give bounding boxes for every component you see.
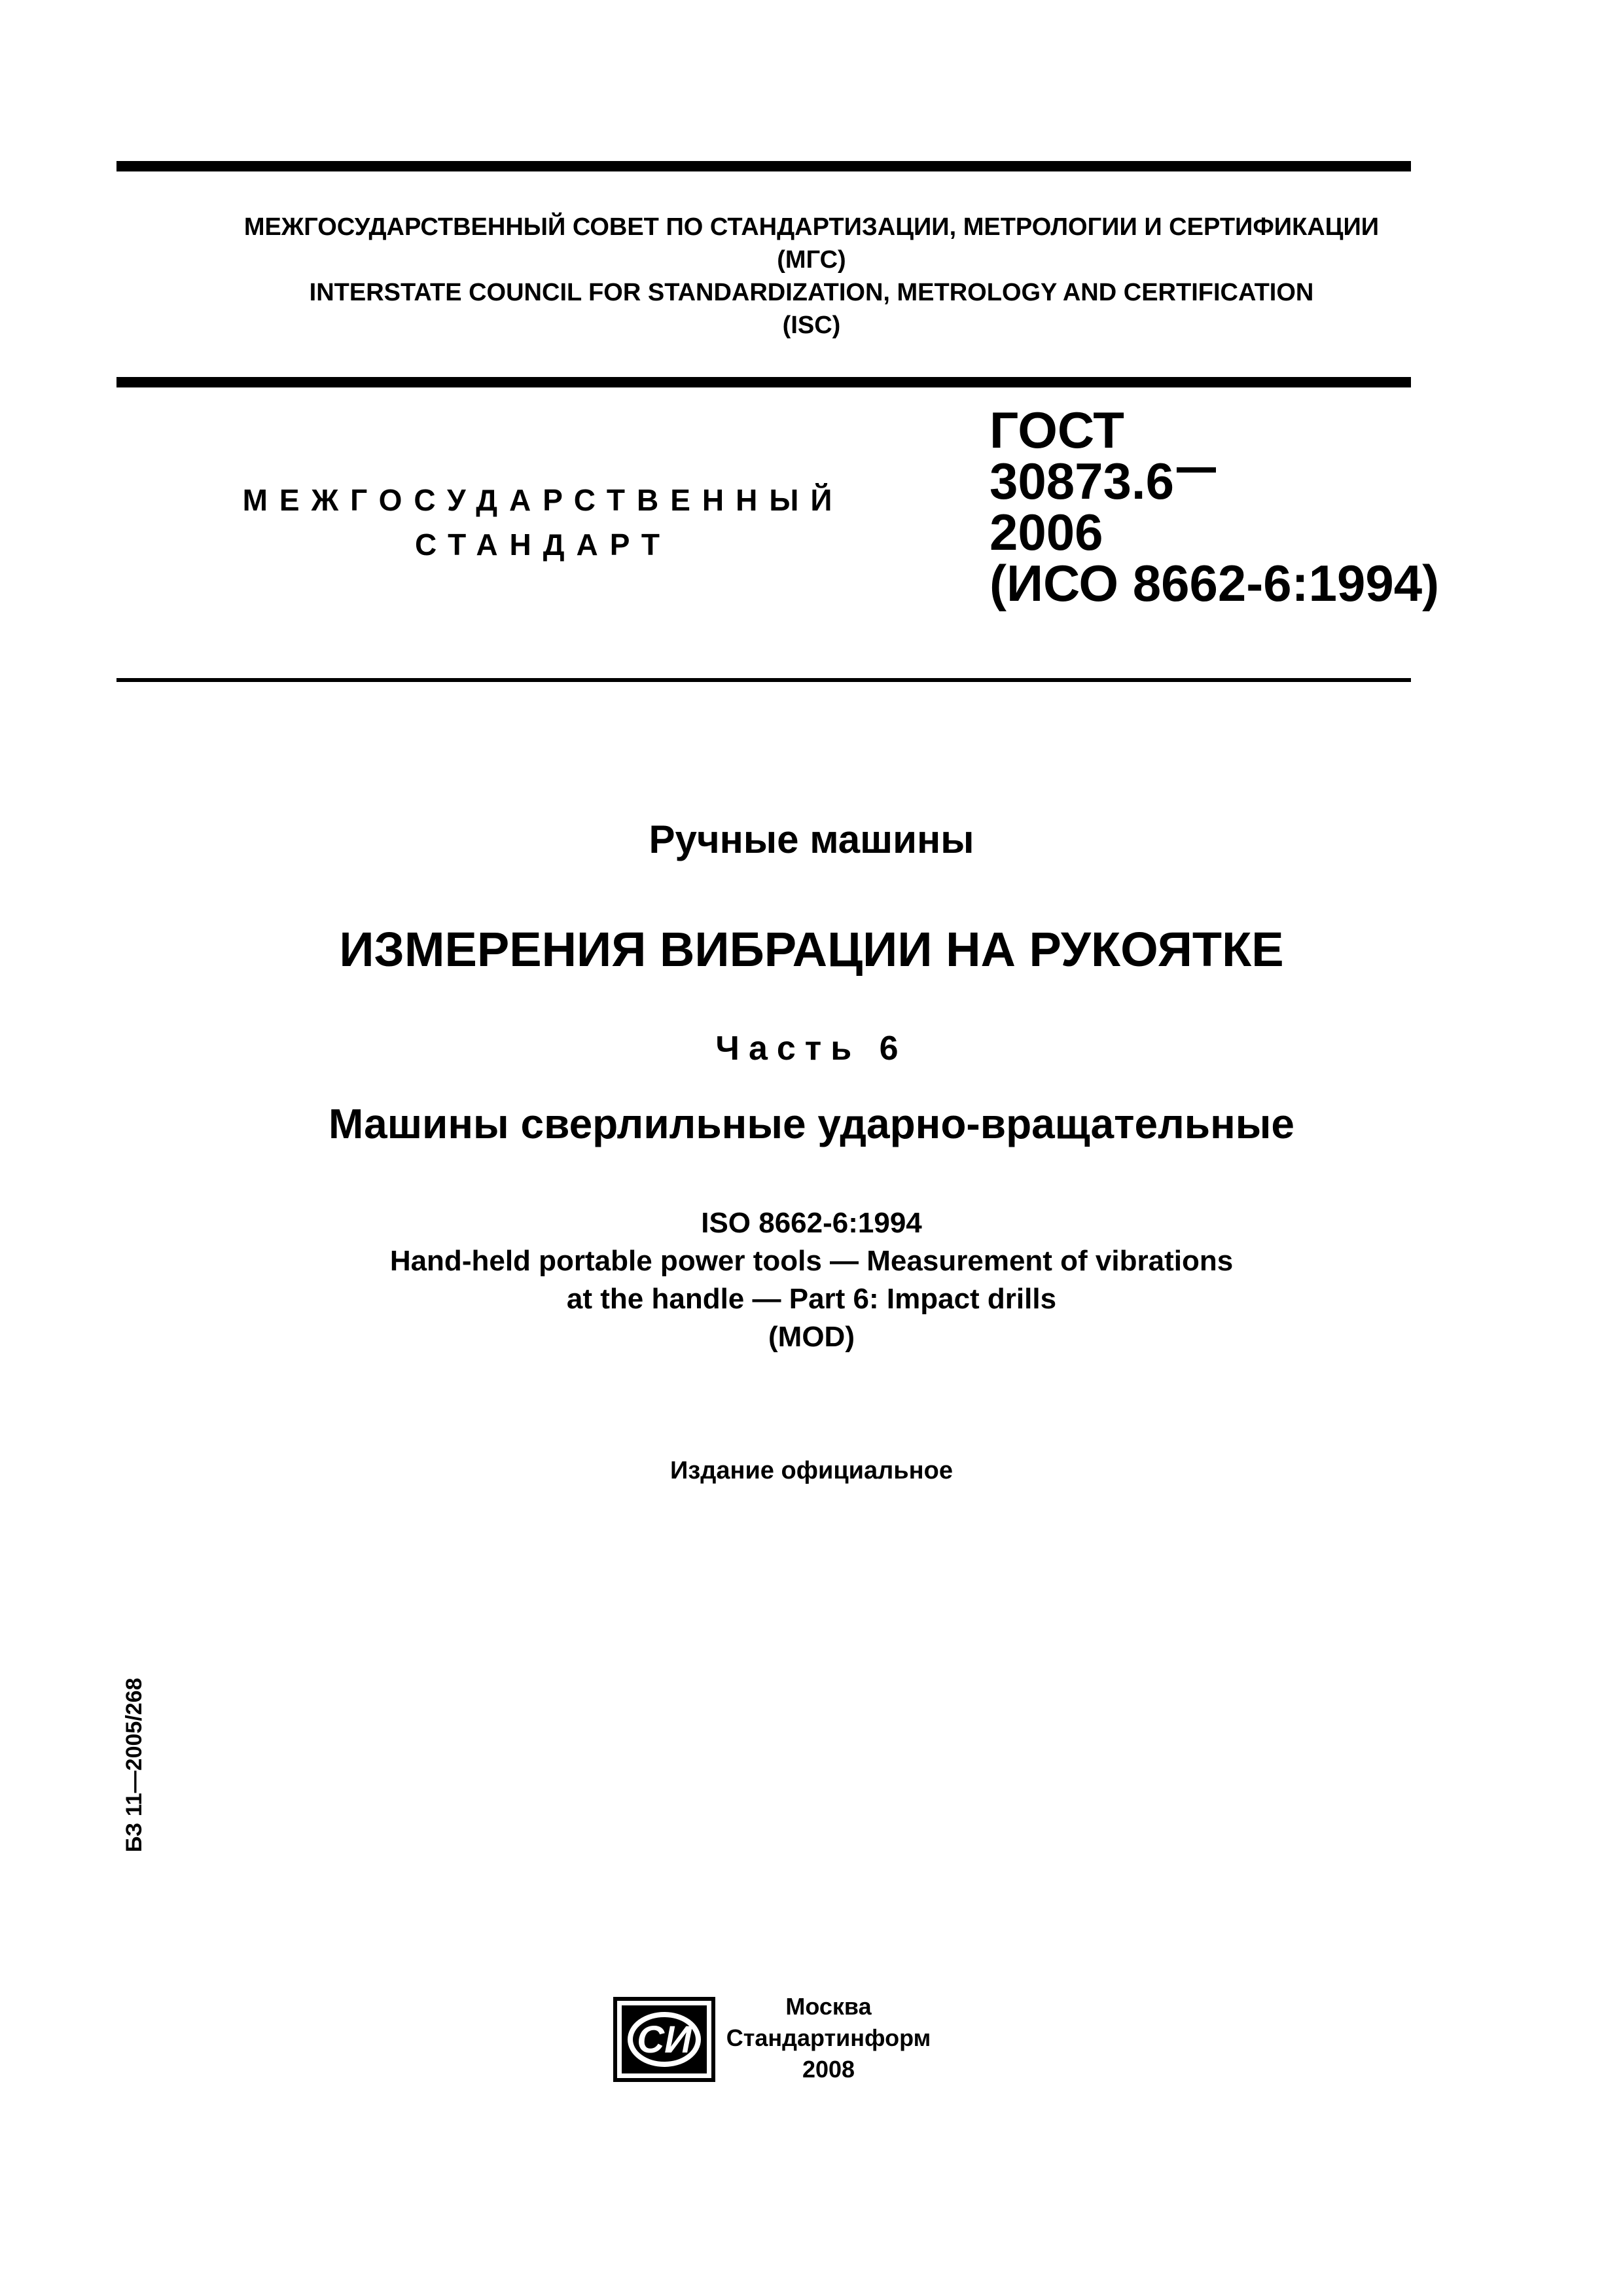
logo-text: СИ [637,2018,692,2061]
gost-iso-ref: (ИСО 8662-6:1994) [990,554,1440,612]
gost-word: ГОСТ [990,401,1124,459]
gost-number-line [990,452,1439,510]
publisher-block [724,1991,933,2085]
iso-title-line1: Hand-held portable power tools — Measurement of vibrations [389,1245,1234,1277]
standard-label-line1: МЕЖГОСУДАРСТВЕННЫЙ [242,483,844,517]
gost-number: 30873.6 [990,452,1174,510]
iso-reference-block [0,1204,1623,1356]
publisher-year: 2008 [802,2056,855,2083]
edition-note: Издание официальное [670,1457,953,1484]
standard-label-line2: СТАНДАРТ [415,528,671,562]
council-en-abbr: (ISC) [782,312,841,339]
standartinform-logo [613,1996,716,2083]
iso-code: ISO 8662-6:1994 [701,1207,922,1239]
publisher-city: Москва [785,1993,872,2020]
iso-mod: (MOD) [768,1321,855,1353]
gost-year: 2006 [990,503,1103,561]
second-rule [116,377,1411,387]
gost-dash [1177,467,1216,473]
standard-type-label [216,478,870,567]
council-header [0,211,1623,342]
iso-title-line2: at the handle — Part 6: Impact drills [566,1283,1057,1315]
council-ru-abbr: (МГС) [777,246,846,274]
council-ru: МЕЖГОСУДАРСТВЕННЫЙ СОВЕТ ПО СТАНДАРТИЗАЦИИ, МЕТРОЛОГИИ И СЕРТИФИКАЦИИ [243,213,1380,241]
gost-designation [990,401,1440,612]
top-rule [116,161,1411,171]
publisher-name: Стандартинформ [726,2024,931,2051]
council-en: INTERSTATE COUNCIL FOR STANDARDIZATION, METROLOGY AND CERTIFICATION [309,279,1314,306]
third-rule [116,678,1411,682]
side-note: БЗ 11—2005/268 [122,1677,147,1852]
title-main: Ручные машины [649,817,974,861]
title-subject: ИЗМЕРЕНИЯ ВИБРАЦИИ НА РУКОЯТКЕ [339,922,1284,977]
title-part-name: Машины сверлильные ударно-вращательные [329,1100,1294,1147]
title-part: Часть 6 [715,1030,908,1067]
